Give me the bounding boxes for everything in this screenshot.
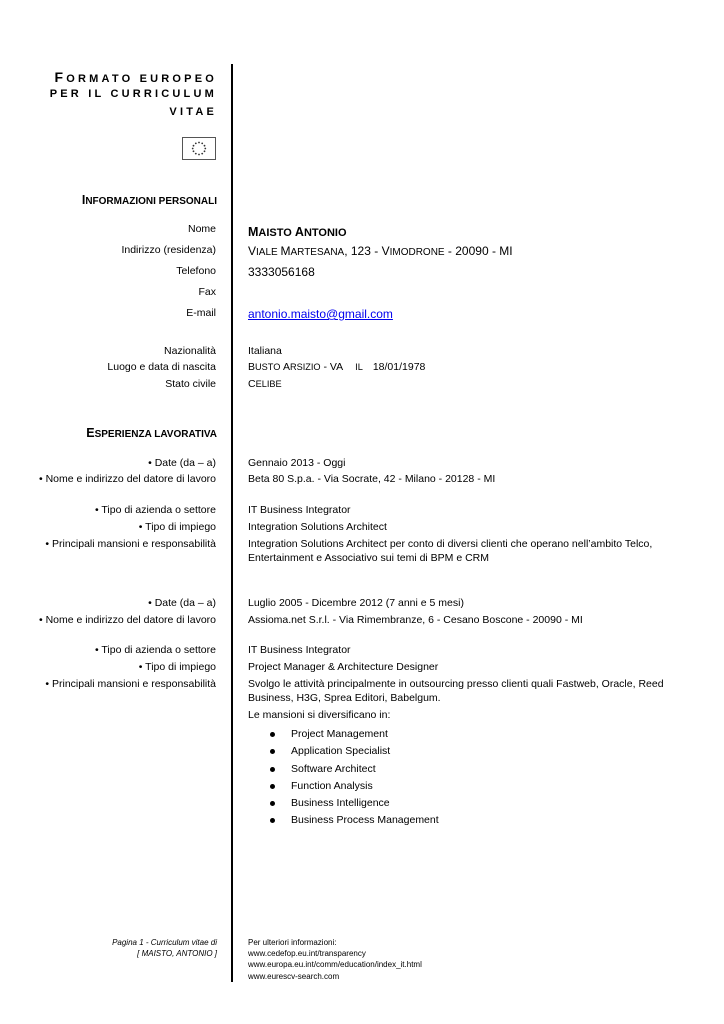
column-divider (231, 64, 233, 982)
job-1-date-label: • Date (da – a) (148, 457, 216, 469)
bullet-icon (270, 818, 275, 823)
job-1-employer-label: • Nome e indirizzo del datore di lavoro (38, 473, 216, 485)
list-item: Business Process Management (270, 812, 439, 829)
list-item: Application Specialist (270, 743, 439, 760)
footer-links (248, 937, 422, 982)
bullet-icon (270, 784, 275, 789)
footer-link[interactable]: www.europa.eu.int/comm/education/index_it.html (248, 960, 422, 970)
header-title-line-1: FORMATO EUROPEO (54, 69, 217, 85)
phone-value: 3333056168 (248, 265, 315, 279)
nationality-label: Nazionalità (164, 345, 216, 357)
fax-label: Fax (198, 286, 216, 298)
phone-label: Telefono (176, 265, 216, 277)
job-1-duties: Integration Solutions Architect per conto di diversi clienti che operano nell’ambito Telco, Entertainment e Associativo sui temi di BPM e CRM (248, 538, 653, 564)
footer-info-heading: Per ulteriori informazioni: (248, 938, 337, 947)
bullet-icon (270, 767, 275, 772)
job-2-role: Project Manager & Architecture Designer (248, 661, 439, 673)
civil-status-label: Stato civile (165, 378, 216, 390)
job-2-employer: Assioma.net S.r.l. - Via Rimembranze, 6 - Cesano Boscone - 20090 - MI (248, 614, 583, 626)
section-personal-info: INFORMAZIONI PERSONALI (81, 193, 217, 207)
name-value: MAISTO ANTONIO (248, 225, 347, 239)
list-item: Project Management (270, 726, 439, 743)
job-2-duties-list (270, 726, 439, 830)
job-2-sector: IT Business Integrator (248, 644, 351, 656)
job-1-duties-label: • Principali mansioni e responsabilità (45, 538, 216, 550)
list-item: Software Architect (270, 761, 439, 778)
job-2-duties: Svolgo le attività principalmente in outsourcing presso clienti quali Fastweb, Oracle, Reed Business, H3G, Sprea Editori, Babelgum. (248, 678, 664, 704)
email-link[interactable]: antonio.maisto@gmail.com (248, 307, 393, 321)
footer-link[interactable]: www.eurescv-search.com (248, 971, 340, 981)
job-2-duties-intro: Le mansioni si diversificano in: (248, 709, 391, 721)
nationality-value: Italiana (248, 345, 282, 357)
birth-value: BUSTO ARSIZIO - VA IL 18/01/1978 (248, 361, 426, 373)
eu-flag-icon (182, 137, 216, 160)
civil-status-value: CELIBE (248, 378, 282, 390)
address-label: Indirizzo (residenza) (121, 244, 216, 256)
job-2-date-label: • Date (da – a) (148, 597, 216, 609)
job-2-role-label: • Tipo di impiego (138, 661, 216, 673)
section-work-experience: ESPERIENZA LAVORATIVA (86, 426, 217, 440)
job-2-employer-label: • Nome e indirizzo del datore di lavoro (38, 614, 216, 626)
job-2-sector-label: • Tipo di azienda o settore (94, 644, 216, 656)
bullet-icon (270, 732, 275, 737)
header-title-line-3: VITAE (169, 106, 217, 118)
list-item: Function Analysis (270, 778, 439, 795)
job-1-sector-label: • Tipo di azienda o settore (94, 504, 216, 516)
name-label: Nome (187, 223, 216, 235)
footer-page-info: Pagina 1 - Curriculum vitae di [ MAISTO, ANTONIO ] (112, 938, 217, 958)
email-label: E-mail (186, 307, 216, 319)
footer-link[interactable]: www.cedefop.eu.int/transparency (248, 949, 366, 959)
job-1-role-label: • Tipo di impiego (138, 521, 216, 533)
job-1-sector: IT Business Integrator (248, 504, 351, 516)
job-1-role: Integration Solutions Architect (248, 521, 387, 533)
bullet-icon (270, 749, 275, 754)
job-2-duties-label: • Principali mansioni e responsabilità (45, 678, 216, 690)
bullet-icon (270, 801, 275, 806)
job-1-employer: Beta 80 S.p.a. - Via Socrate, 42 - Milano - 20128 - MI (248, 473, 496, 485)
address-value: VIALE MARTESANA, 123 - VIMODRONE - 20090 - MI (248, 244, 513, 258)
list-item: Business Intelligence (270, 795, 439, 812)
job-2-date: Luglio 2005 - Dicembre 2012 (7 anni e 5 mesi) (248, 597, 464, 609)
header-title-line-2: PER IL CURRICULUM (49, 88, 217, 100)
job-1-date: Gennaio 2013 - Oggi (248, 457, 346, 469)
birth-label: Luogo e data di nascita (107, 361, 216, 373)
